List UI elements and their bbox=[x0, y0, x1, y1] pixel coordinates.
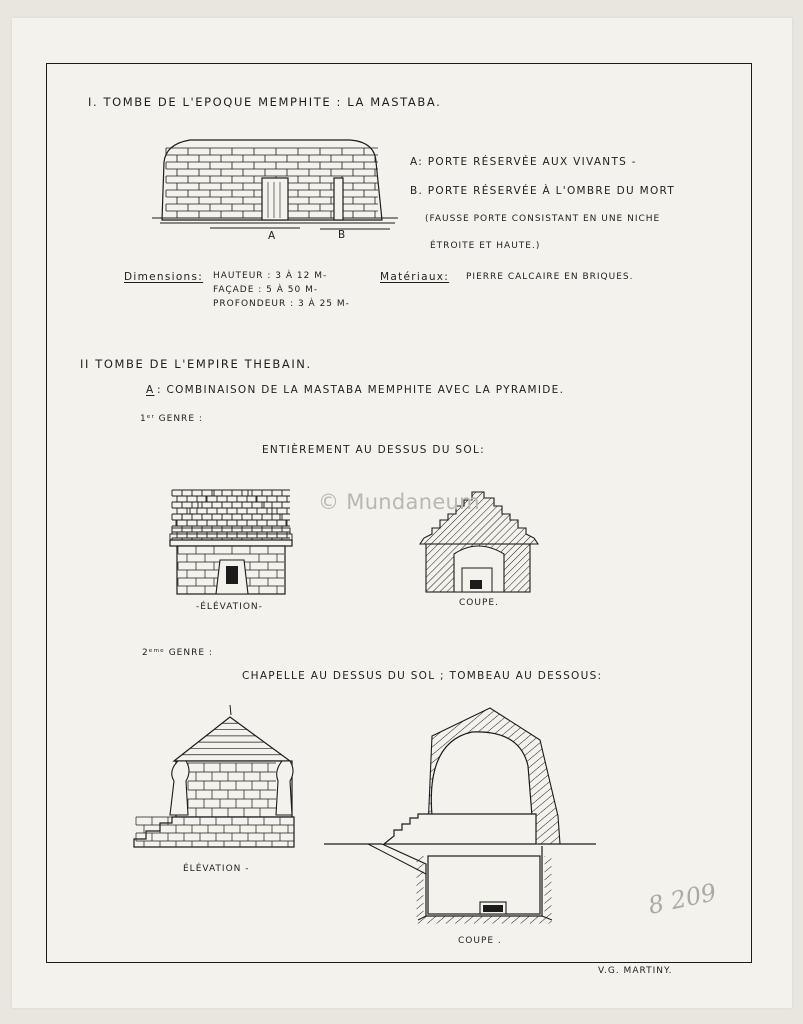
section2-subtitle: : COMBINAISON DE LA MASTABA MEMPHITE AVEC LA PYRAMIDE. bbox=[157, 384, 565, 396]
watermark: © Mundaneum bbox=[318, 490, 480, 514]
materiaux-value: PIERRE CALCAIRE EN BRIQUES. bbox=[466, 272, 634, 282]
genre1-description: ENTIÈREMENT AU DESSUS DU SOL: bbox=[262, 444, 485, 456]
left-pillar bbox=[170, 761, 189, 815]
pencil-inventory-note: 8 209 bbox=[645, 878, 719, 920]
genre2-coupe-drawing bbox=[322, 706, 598, 932]
pyramid-steps bbox=[170, 490, 292, 540]
genre2-label: 2ᵉᵐᵉ GENRE : bbox=[142, 648, 213, 658]
caption-coupe-1: COUPE. bbox=[459, 598, 499, 608]
note-false-door: (FAUSSE PORTE CONSISTANT EN UNE NICHE bbox=[425, 214, 661, 224]
caption-coupe-2: COUPE . bbox=[458, 936, 502, 946]
entrance-opening bbox=[226, 566, 238, 584]
signature: V.G. MARTINY. bbox=[598, 966, 673, 976]
mastaba-label-a: A bbox=[268, 230, 277, 242]
mastaba-door-a bbox=[262, 178, 288, 220]
note-false-door-cont: ÉTROITE ET HAUTE.) bbox=[430, 241, 541, 251]
section2-title: II TOMBE DE L'EMPIRE THEBAIN. bbox=[80, 357, 312, 371]
note-door-b: B. PORTE RÉSERVÉE À L'OMBRE DU MORT bbox=[410, 185, 676, 197]
caption-elevation-2: ÉLÉVATION - bbox=[183, 864, 250, 874]
apex-mark bbox=[230, 705, 231, 715]
section2-subtitle-prefix: A bbox=[146, 384, 155, 396]
stepped-base bbox=[134, 817, 294, 847]
materiaux-label: Matériaux: bbox=[380, 271, 450, 283]
right-pillar bbox=[276, 761, 293, 815]
section1-title: I. TOMBE DE L'EPOQUE MEMPHITE : LA MASTABA. bbox=[88, 95, 442, 109]
genre1-label: 1ᵉʳ GENRE : bbox=[140, 414, 203, 424]
mastaba-drawing bbox=[150, 132, 400, 242]
genre2-elevation-drawing bbox=[132, 705, 298, 850]
genre1-elevation-drawing bbox=[168, 490, 294, 600]
coupe-stela bbox=[470, 580, 482, 589]
cornice bbox=[170, 540, 292, 546]
mastaba-label-b: B bbox=[338, 229, 347, 241]
dimensions-label: Dimensions: bbox=[124, 271, 204, 283]
dimension-profondeur: PROFONDEUR : 3 À 25 M- bbox=[213, 299, 350, 309]
dimension-hauteur: HAUTEUR : 3 À 12 M- bbox=[213, 271, 328, 281]
genre2-description: CHAPELLE AU DESSUS DU SOL ; TOMBEAU AU DESSOUS: bbox=[242, 670, 603, 682]
portico-wall bbox=[176, 761, 292, 817]
caption-elevation-1: -ÉLÉVATION- bbox=[196, 602, 263, 612]
entrance-steps bbox=[384, 814, 536, 844]
sarcophagus-fill bbox=[483, 905, 503, 912]
note-door-a: A: PORTE RÉSERVÉE AUX VIVANTS - bbox=[410, 156, 637, 168]
dimension-facade: FAÇADE : 5 À 50 M- bbox=[213, 285, 319, 295]
mastaba-door-b bbox=[334, 178, 343, 220]
